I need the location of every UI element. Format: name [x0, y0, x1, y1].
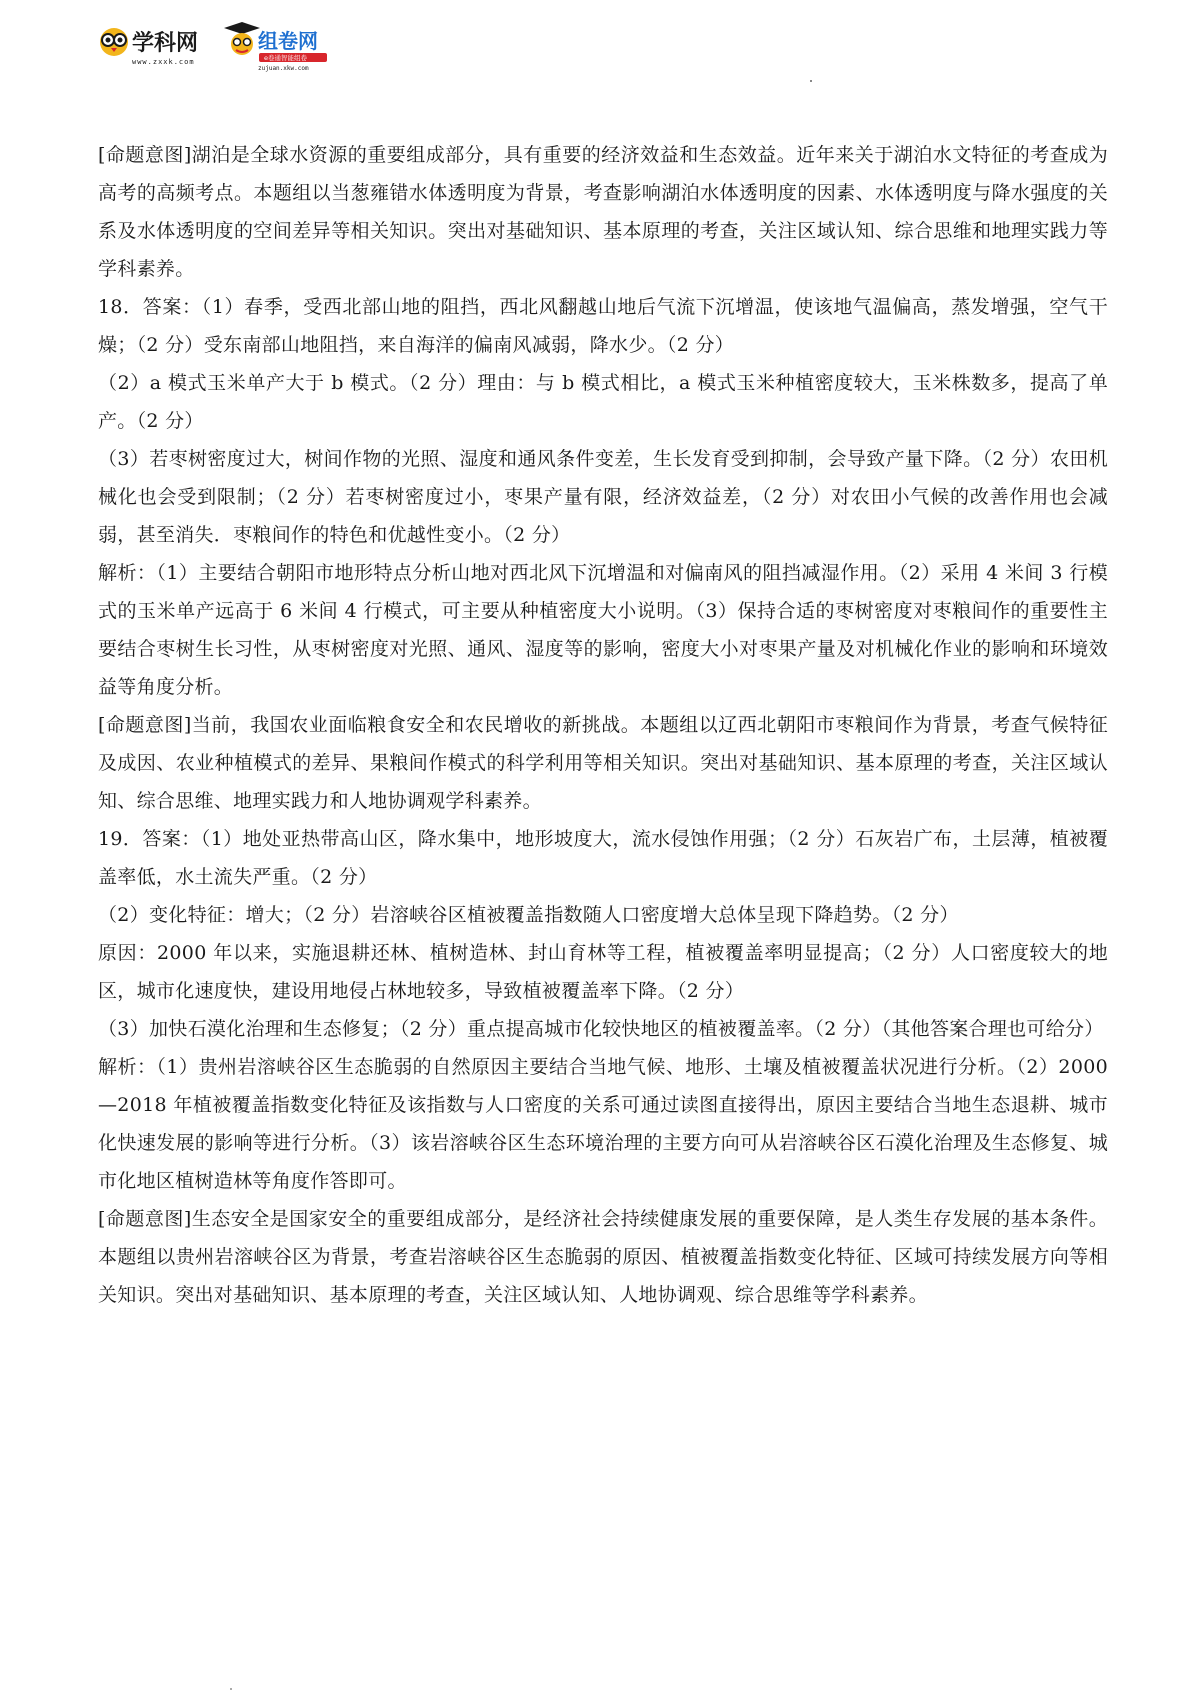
logo2-url: zujuan.xkw.com	[258, 65, 309, 72]
answer-18-part2: （2）a 模式玉米单产大于 b 模式。（2 分）理由：与 b 模式相比，a 模式玉米种植密度较大，玉米株数多，提高了单产。（2 分）	[98, 372, 1108, 432]
intent-paragraph: [命题意图]当前，我国农业面临粮食安全和农民增收的新挑战。本题组以辽西北朝阳市枣粮间作为背景，考查气候特征及成因、农业种植模式的差异、果粮间作模式的科学利用等相关知识。突出对基础知识、基本原理的考查，关注区域认知、综合思维、地理实践力和人地协调观学科素养。	[98, 714, 1108, 812]
site-logo	[96, 20, 396, 72]
logo1-url: www.zxxk.com	[132, 58, 195, 66]
intent-paragraph: [命题意图]生态安全是国家安全的重要组成部分，是经济社会持续健康发展的重要保障，是人类生存发展的基本条件。本题组以贵州岩溶峡谷区为背景，考查岩溶峡谷区生态脆弱的原因、植被覆盖指数变化特征、区域可持续发展方向等相关知识。突出对基础知识、基本原理的考查，关注区域认知、人地协调观、综合思维等学科素养。	[98, 1208, 1108, 1306]
student-mascot-icon	[224, 22, 260, 55]
scan-dot	[810, 80, 812, 82]
analysis-18: 解析：（1）主要结合朝阳市地形特点分析山地对西北风下沉增温和对偏南风的阻挡减湿作用。（2）采用 4 米间 3 行模式的玉米单产远高于 6 米间 4 行模式，可主要从种植密度大小说明。（3）保持合适的枣树密度对枣粮间作的重要性主要结合枣树生长习性，从枣树密度对光照、通风、湿度等的影响，密度大小对枣果产量及对机械化作业的影响和环境效益等角度分析。	[98, 562, 1108, 698]
answer-18-part1: 18．答案：（1）春季，受西北部山地的阻挡，西北风翻越山地后气流下沉增温，使该地气温偏高，蒸发增强，空气干燥；（2 分）受东南部山地阻挡，来自海洋的偏南风减弱，降水少。（2 分）	[98, 296, 1108, 356]
logo2-tag: e卷通智能组卷	[264, 54, 307, 62]
intent-paragraph: [命题意图]湖泊是全球水资源的重要组成部分，具有重要的经济效益和生态效益。近年来关于湖泊水文特征的考查成为高考的高频考点。本题组以当葱雍错水体透明度为背景，考查影响湖泊水体透明度的因素、水体透明度与降水强度的关系及水体透明度的空间差异等相关知识。突出对基础知识、基本原理的考查，关注区域认知、综合思维和地理实践力等学科素养。	[98, 144, 1108, 280]
logo1-text: 学科网	[132, 31, 199, 56]
answer-19-part2: （2）变化特征：增大；（2 分）岩溶峡谷区植被覆盖指数随人口密度增大总体呈现下降趋势。（2 分）	[98, 904, 959, 926]
analysis-19: 解析：（1）贵州岩溶峡谷区生态脆弱的自然原因主要结合当地气候、地形、土壤及植被覆盖状况进行分析。（2）2000—2018 年植被覆盖指数变化特征及该指数与人口密度的关系可通过读图直接得出，原因主要结合当地生态退耕、城市化快速发展的影响等进行分析。（3）该岩溶峡谷区生态环境治理的主要方向可从岩溶峡谷区石漠化治理及生态修复、城市化地区植树造林等角度作答即可。	[98, 1056, 1108, 1192]
answer-19-reason: 原因：2000 年以来，实施退耕还林、植树造林、封山育林等工程，植被覆盖率明显提高；（2 分）人口密度较大的地区，城市化速度快，建设用地侵占林地较多，导致植被覆盖率下降。（2 分）	[98, 942, 1108, 1002]
answer-18-part3: （3）若枣树密度过大，树间作物的光照、湿度和通风条件变差，生长发育受到抑制，会导致产量下降。（2 分）农田机械化也会受到限制；（2 分）若枣树密度过小，枣果产量有限，经济效益差，（2 分）对农田小气候的改善作用也会减弱，甚至消失．枣粮间作的特色和优越性变小。（2 分）	[98, 448, 1108, 546]
owl-mascot-icon	[100, 28, 128, 56]
logo2-text: 组卷网	[258, 29, 318, 53]
page-header	[96, 20, 396, 72]
scan-dot	[230, 1688, 232, 1690]
answer-19-part3: （3）加快石漠化治理和生态修复；（2 分）重点提高城市化较快地区的植被覆盖率。（2 分）（其他答案合理也可给分）	[98, 1018, 1104, 1040]
answer-19-part1: 19．答案：（1）地处亚热带高山区，降水集中，地形坡度大，流水侵蚀作用强；（2 分）石灰岩广布，土层薄，植被覆盖率低，水土流失严重。（2 分）	[98, 828, 1108, 888]
answer-content	[98, 136, 1108, 1314]
